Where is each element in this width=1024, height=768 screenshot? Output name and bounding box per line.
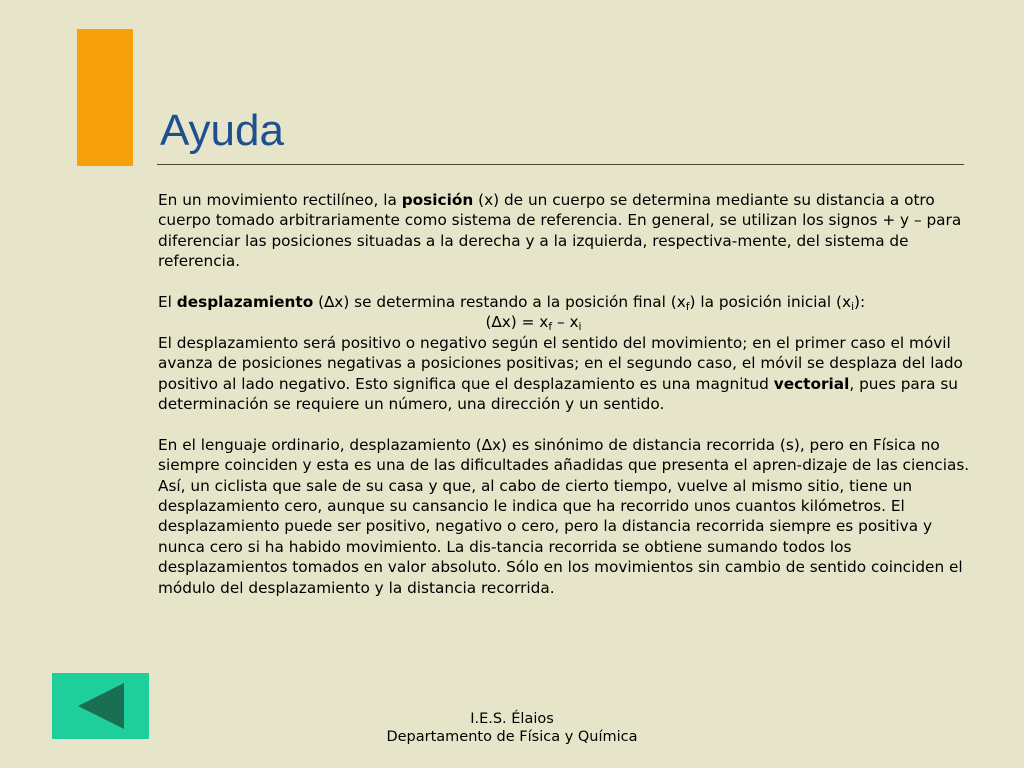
accent-bar xyxy=(77,29,133,166)
displacement-formula: $(\Delta x) = x_f - x_i$ xyxy=(485,313,582,334)
page-title: Ayuda xyxy=(160,106,284,155)
paragraph-displacement-definition: El desplazamiento (∆x) se determina restando a la posición final $(x_f)$ la posición inicial $(x_i)$: xyxy=(158,293,866,314)
paragraph-position: En un movimiento rectilíneo, la posición (x) de un cuerpo se determina mediante su distancia a otro cuerpo tomado arbitrariamente como sistema de referencia. En general, se utilizan los signos + y – para diferenciar las posiciones situadas a la derecha y a la izquierda, respectiva-mente, del sistema de referencia. xyxy=(158,191,962,271)
back-arrow-icon xyxy=(52,673,149,739)
help-content xyxy=(158,190,973,598)
footer-department: Departamento de Física y Química xyxy=(386,728,638,745)
footer-school: I.E.S. Élaios xyxy=(470,711,554,727)
term-posicion: posición xyxy=(401,191,474,209)
footer xyxy=(312,711,712,746)
paragraph-distance: En el lenguaje ordinario, desplazamiento (∆x) es sinónimo de distancia recorrida (s), pero en Física no siempre coinciden y esta es una de las dificultades añadidas que presenta el apren-dizaje de las ciencias. Así, un ciclista que sale de su casa y que, al cabo de cierto tiempo, vuelve al mismo sitio, tiene un desplazamiento cero, aunque su cansancio le indica que ha recorrido unos cuantos kilómetros. El desplazamiento puede ser positivo, negativo o cero, pero la distancia recorrida siempre es positiva y nunca cero si ha habido movimiento. La dis-tancia recorrida se obtiene sumando todos los desplazamientos tomados en valor absoluto. Sólo en los movimientos sin cambio de sentido coinciden el módulo del desplazamiento y la distancia recorrida. xyxy=(158,435,970,597)
term-vectorial: vectorial xyxy=(773,374,850,393)
paragraph-displacement-sign: El desplazamiento será positivo o negativo según el sentido del movimiento; en el primer caso el móvil avanza de posiciones negativas a posiciones positivas; en el segundo caso, el móvil se desplaza del lado positivo al lado negativo. Esto significa que el desplazamiento es una magnitud vectorial, pues para su determinación se requiere un número, una dirección y un sentido. xyxy=(158,333,963,414)
title-divider xyxy=(157,164,964,165)
back-button[interactable] xyxy=(52,673,149,739)
term-desplazamiento: desplazamiento xyxy=(176,293,314,312)
